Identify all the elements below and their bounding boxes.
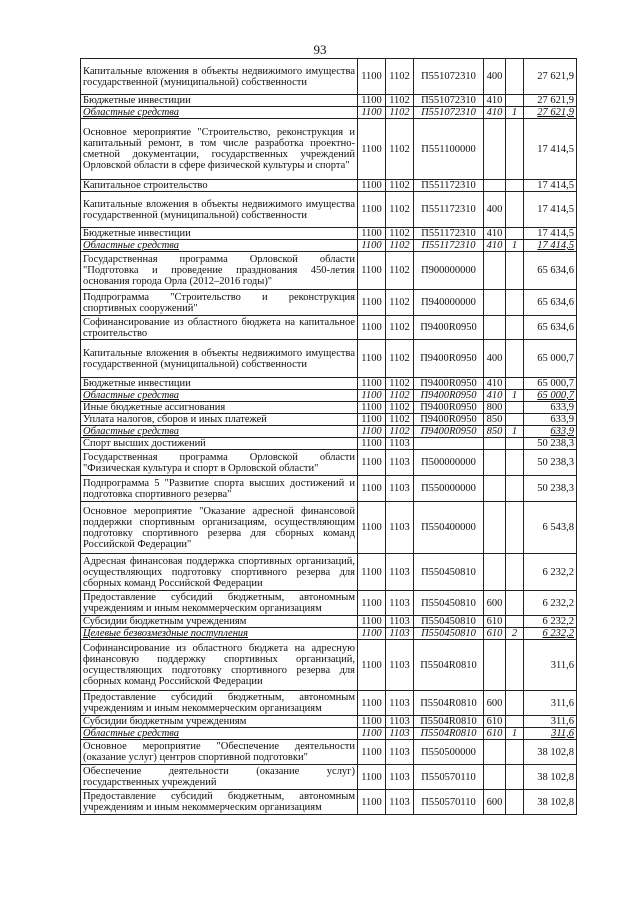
cell-source	[506, 59, 524, 95]
cell-source	[506, 740, 524, 765]
cell-section: 1100	[358, 438, 386, 450]
table-row	[81, 740, 577, 765]
cell-name: Спорт высших достижений	[81, 438, 358, 450]
cell-source	[506, 402, 524, 414]
cell-target-code: П9400R0950	[414, 340, 484, 378]
cell-target-code: П9400R0950	[414, 414, 484, 426]
cell-expense-type: 400	[484, 340, 506, 378]
cell-section: 1100	[358, 554, 386, 591]
cell-subsection: 1102	[386, 340, 414, 378]
cell-expense-type	[484, 502, 506, 554]
cell-target-code: П551072310	[414, 95, 484, 107]
cell-section: 1100	[358, 765, 386, 790]
cell-subsection: 1103	[386, 438, 414, 450]
cell-expense-type: 410	[484, 390, 506, 402]
cell-amount: 65 000,7	[524, 390, 577, 402]
table-body	[81, 59, 577, 815]
cell-source	[506, 476, 524, 502]
cell-section: 1100	[358, 426, 386, 438]
cell-subsection: 1103	[386, 554, 414, 591]
cell-section: 1100	[358, 180, 386, 192]
cell-subsection: 1103	[386, 502, 414, 554]
cell-name: Бюджетные инвестиции	[81, 228, 358, 240]
cell-target-code: П551172310	[414, 228, 484, 240]
table-row	[81, 192, 577, 228]
cell-subsection: 1102	[386, 390, 414, 402]
cell-amount: 65 634,6	[524, 252, 577, 290]
cell-expense-type: 600	[484, 691, 506, 716]
cell-name: Обеспечение деятельности (оказание услуг) государственных учреждений	[81, 765, 358, 790]
cell-name: Областные средства	[81, 390, 358, 402]
table-row	[81, 316, 577, 340]
cell-subsection: 1102	[386, 107, 414, 119]
cell-source	[506, 119, 524, 180]
cell-source	[506, 554, 524, 591]
cell-section: 1100	[358, 228, 386, 240]
cell-section: 1100	[358, 414, 386, 426]
cell-subsection: 1102	[386, 95, 414, 107]
cell-amount: 65 634,6	[524, 316, 577, 340]
cell-name: Субсидии бюджетным учреждениям	[81, 616, 358, 628]
cell-amount: 38 102,8	[524, 765, 577, 790]
cell-source	[506, 450, 524, 476]
cell-expense-type: 410	[484, 107, 506, 119]
cell-expense-type: 600	[484, 790, 506, 815]
cell-target-code: П550450810	[414, 628, 484, 640]
cell-amount: 17 414,5	[524, 119, 577, 180]
cell-subsection: 1103	[386, 765, 414, 790]
cell-target-code: П500000000	[414, 450, 484, 476]
cell-target-code: П9400R0950	[414, 390, 484, 402]
cell-subsection: 1103	[386, 476, 414, 502]
cell-expense-type: 610	[484, 616, 506, 628]
cell-source	[506, 438, 524, 450]
cell-name: Капитальные вложения в объекты недвижимого имущества государственной (муниципальной) собственности	[81, 340, 358, 378]
cell-name: Капитальные вложения в объекты недвижимого имущества государственной (муниципальной) собственности	[81, 192, 358, 228]
cell-section: 1100	[358, 591, 386, 616]
cell-name: Областные средства	[81, 426, 358, 438]
cell-amount: 6 232,2	[524, 616, 577, 628]
cell-source	[506, 180, 524, 192]
cell-expense-type	[484, 450, 506, 476]
table-row	[81, 728, 577, 740]
cell-amount: 17 414,5	[524, 180, 577, 192]
cell-expense-type: 400	[484, 59, 506, 95]
cell-subsection: 1103	[386, 728, 414, 740]
cell-source	[506, 228, 524, 240]
cell-amount: 6 543,8	[524, 502, 577, 554]
cell-amount: 65 634,6	[524, 290, 577, 316]
cell-target-code: П551100000	[414, 119, 484, 180]
cell-expense-type: 410	[484, 228, 506, 240]
cell-section: 1100	[358, 502, 386, 554]
cell-target-code: П940000000	[414, 290, 484, 316]
cell-expense-type	[484, 316, 506, 340]
cell-amount: 65 000,7	[524, 340, 577, 378]
table-row	[81, 640, 577, 691]
cell-source	[506, 378, 524, 390]
cell-section: 1100	[358, 390, 386, 402]
cell-amount: 6 232,2	[524, 554, 577, 591]
cell-expense-type	[484, 438, 506, 450]
cell-name: Субсидии бюджетным учреждениям	[81, 716, 358, 728]
cell-name: Подпрограмма "Строительство и реконструкция спортивных сооружений"	[81, 290, 358, 316]
cell-subsection: 1102	[386, 228, 414, 240]
cell-expense-type: 400	[484, 192, 506, 228]
cell-expense-type: 850	[484, 426, 506, 438]
cell-target-code: П550450810	[414, 616, 484, 628]
cell-section: 1100	[358, 192, 386, 228]
cell-name: Адресная финансовая поддержка спортивных организаций, осуществляющих подготовку спортивного резерва для сборных команд Российской Федерации	[81, 554, 358, 591]
table-row	[81, 691, 577, 716]
cell-section: 1100	[358, 240, 386, 252]
cell-name: Государственная программа Орловской области "Физическая культура и спорт в Орловской области"	[81, 450, 358, 476]
cell-subsection: 1102	[386, 252, 414, 290]
cell-amount: 6 232,2	[524, 628, 577, 640]
cell-section: 1100	[358, 107, 386, 119]
cell-name: Иные бюджетные ассигнования	[81, 402, 358, 414]
cell-target-code: П551172310	[414, 192, 484, 228]
cell-target-code: П5504R0810	[414, 691, 484, 716]
cell-source: 1	[506, 240, 524, 252]
cell-subsection: 1102	[386, 192, 414, 228]
cell-subsection: 1103	[386, 591, 414, 616]
cell-section: 1100	[358, 402, 386, 414]
cell-section: 1100	[358, 476, 386, 502]
cell-section: 1100	[358, 378, 386, 390]
cell-name: Софинансирование из областного бюджета на адресную финансовую поддержку спортивных организаций, осуществляющих подготовку спортивного резерва для сборных команд Российской Федерации	[81, 640, 358, 691]
cell-name: Капитальное строительство	[81, 180, 358, 192]
cell-name: Основное мероприятие "Строительство, реконструкция и капитальный ремонт, в том числе разработка проектно-сметной документации, государственных учреждений Орловской области в сфере физической культуры и спорта"	[81, 119, 358, 180]
cell-source	[506, 716, 524, 728]
cell-subsection: 1102	[386, 402, 414, 414]
cell-source: 2	[506, 628, 524, 640]
cell-section: 1100	[358, 640, 386, 691]
cell-amount: 27 621,9	[524, 107, 577, 119]
table-row	[81, 252, 577, 290]
cell-subsection: 1102	[386, 240, 414, 252]
cell-expense-type: 610	[484, 728, 506, 740]
cell-source	[506, 640, 524, 691]
table-row	[81, 378, 577, 390]
cell-target-code: П5504R0810	[414, 716, 484, 728]
cell-amount: 50 238,3	[524, 450, 577, 476]
cell-section: 1100	[358, 691, 386, 716]
cell-expense-type: 410	[484, 240, 506, 252]
cell-subsection: 1102	[386, 316, 414, 340]
cell-section: 1100	[358, 290, 386, 316]
table-row	[81, 180, 577, 192]
table-row	[81, 402, 577, 414]
cell-amount: 633,9	[524, 426, 577, 438]
cell-name: Основное мероприятие "Оказание адресной финансовой поддержки спортивным организациям, осуществляющим подготовку спортивного резерва для сборных команд Российской Федерации"	[81, 502, 358, 554]
cell-source	[506, 340, 524, 378]
cell-subsection: 1102	[386, 426, 414, 438]
cell-expense-type	[484, 290, 506, 316]
table-row	[81, 390, 577, 402]
cell-name: Уплата налогов, сборов и иных платежей	[81, 414, 358, 426]
cell-section: 1100	[358, 740, 386, 765]
cell-source	[506, 414, 524, 426]
cell-section: 1100	[358, 716, 386, 728]
table-row	[81, 59, 577, 95]
cell-source	[506, 691, 524, 716]
cell-expense-type	[484, 180, 506, 192]
cell-name: Государственная программа Орловской области "Подготовка и проведение празднования 450-летия основания города Орла (2012–2016 годы)"	[81, 252, 358, 290]
cell-target-code: П551072310	[414, 107, 484, 119]
table-row	[81, 765, 577, 790]
cell-name: Целевые безвозмездные поступления	[81, 628, 358, 640]
cell-target-code: П9400R0950	[414, 426, 484, 438]
cell-expense-type: 850	[484, 414, 506, 426]
cell-expense-type: 600	[484, 591, 506, 616]
cell-name: Предоставление субсидий бюджетным, автономным учреждениям и иным некоммерческим организациям	[81, 790, 358, 815]
cell-source	[506, 290, 524, 316]
cell-amount: 311,6	[524, 691, 577, 716]
cell-subsection: 1103	[386, 740, 414, 765]
table-row	[81, 476, 577, 502]
table-row	[81, 340, 577, 378]
table-row	[81, 228, 577, 240]
cell-subsection: 1103	[386, 790, 414, 815]
cell-subsection: 1103	[386, 616, 414, 628]
table-row	[81, 450, 577, 476]
cell-target-code: П550500000	[414, 740, 484, 765]
cell-expense-type: 410	[484, 95, 506, 107]
cell-name: Подпрограмма 5 "Развитие спорта высших достижений и подготовка спортивного резерва"	[81, 476, 358, 502]
cell-target-code: П5504R0810	[414, 728, 484, 740]
cell-expense-type: 410	[484, 378, 506, 390]
cell-amount: 633,9	[524, 402, 577, 414]
table-row	[81, 790, 577, 815]
cell-subsection: 1102	[386, 414, 414, 426]
table-row	[81, 107, 577, 119]
cell-section: 1100	[358, 119, 386, 180]
cell-expense-type	[484, 640, 506, 691]
cell-subsection: 1103	[386, 640, 414, 691]
cell-amount: 27 621,9	[524, 59, 577, 95]
cell-source: 1	[506, 390, 524, 402]
table-row	[81, 628, 577, 640]
cell-amount: 311,6	[524, 640, 577, 691]
page-number: 93	[313, 42, 327, 57]
table-row	[81, 240, 577, 252]
cell-expense-type	[484, 252, 506, 290]
cell-target-code: П551172310	[414, 180, 484, 192]
cell-section: 1100	[358, 616, 386, 628]
cell-amount: 17 414,5	[524, 240, 577, 252]
cell-amount: 633,9	[524, 414, 577, 426]
cell-target-code: П5504R0810	[414, 640, 484, 691]
cell-name: Предоставление субсидий бюджетным, автономным учреждениям и иным некоммерческим организациям	[81, 691, 358, 716]
cell-amount: 38 102,8	[524, 790, 577, 815]
cell-amount: 311,6	[524, 728, 577, 740]
table-row	[81, 438, 577, 450]
cell-source	[506, 790, 524, 815]
cell-section: 1100	[358, 450, 386, 476]
cell-section: 1100	[358, 790, 386, 815]
cell-target-code: П9400R0950	[414, 402, 484, 414]
cell-source: 1	[506, 728, 524, 740]
table-row	[81, 502, 577, 554]
budget-table	[80, 58, 577, 815]
cell-name: Областные средства	[81, 240, 358, 252]
table-row	[81, 414, 577, 426]
table-row	[81, 554, 577, 591]
cell-subsection: 1102	[386, 180, 414, 192]
cell-target-code: П550000000	[414, 476, 484, 502]
cell-name: Бюджетные инвестиции	[81, 95, 358, 107]
cell-amount: 50 238,3	[524, 476, 577, 502]
table-row	[81, 616, 577, 628]
cell-target-code: П551172310	[414, 240, 484, 252]
table-row	[81, 119, 577, 180]
cell-source	[506, 95, 524, 107]
cell-amount: 6 232,2	[524, 591, 577, 616]
cell-source: 1	[506, 107, 524, 119]
cell-section: 1100	[358, 340, 386, 378]
cell-target-code: П550570110	[414, 765, 484, 790]
cell-source	[506, 252, 524, 290]
cell-section: 1100	[358, 628, 386, 640]
cell-source	[506, 502, 524, 554]
cell-amount: 50 238,3	[524, 438, 577, 450]
table-row	[81, 426, 577, 438]
cell-target-code	[414, 438, 484, 450]
cell-target-code: П550400000	[414, 502, 484, 554]
cell-name: Капитальные вложения в объекты недвижимого имущества государственной (муниципальной) собственности	[81, 59, 358, 95]
cell-target-code: П551072310	[414, 59, 484, 95]
cell-name: Предоставление субсидий бюджетным, автономным учреждениям и иным некоммерческим организациям	[81, 591, 358, 616]
cell-expense-type: 610	[484, 716, 506, 728]
cell-section: 1100	[358, 728, 386, 740]
cell-target-code: П9400R0950	[414, 378, 484, 390]
cell-target-code: П550450810	[414, 554, 484, 591]
cell-expense-type: 610	[484, 628, 506, 640]
cell-amount: 65 000,7	[524, 378, 577, 390]
cell-amount: 27 621,9	[524, 95, 577, 107]
cell-expense-type	[484, 740, 506, 765]
cell-amount: 17 414,5	[524, 228, 577, 240]
cell-target-code: П550450810	[414, 591, 484, 616]
cell-amount: 311,6	[524, 716, 577, 728]
cell-subsection: 1102	[386, 290, 414, 316]
cell-subsection: 1103	[386, 691, 414, 716]
cell-section: 1100	[358, 316, 386, 340]
cell-source	[506, 591, 524, 616]
cell-expense-type	[484, 765, 506, 790]
cell-name: Основное мероприятие "Обеспечение деятельности (оказание услуг) центров спортивной подготовки"	[81, 740, 358, 765]
cell-subsection: 1103	[386, 450, 414, 476]
table-row	[81, 290, 577, 316]
cell-section: 1100	[358, 59, 386, 95]
cell-name: Областные средства	[81, 107, 358, 119]
table-row	[81, 591, 577, 616]
cell-source	[506, 765, 524, 790]
table-row	[81, 95, 577, 107]
cell-name: Областные средства	[81, 728, 358, 740]
cell-source	[506, 192, 524, 228]
cell-source	[506, 616, 524, 628]
cell-name: Бюджетные инвестиции	[81, 378, 358, 390]
cell-expense-type	[484, 554, 506, 591]
table-row	[81, 716, 577, 728]
cell-amount: 17 414,5	[524, 192, 577, 228]
cell-subsection: 1103	[386, 628, 414, 640]
cell-name: Софинансирование из областного бюджета на капитальное строительство	[81, 316, 358, 340]
cell-subsection: 1102	[386, 119, 414, 180]
cell-expense-type: 800	[484, 402, 506, 414]
cell-subsection: 1103	[386, 716, 414, 728]
cell-target-code: П9400R0950	[414, 316, 484, 340]
cell-source	[506, 316, 524, 340]
cell-subsection: 1102	[386, 378, 414, 390]
cell-section: 1100	[358, 95, 386, 107]
cell-expense-type	[484, 476, 506, 502]
cell-source: 1	[506, 426, 524, 438]
cell-expense-type	[484, 119, 506, 180]
cell-target-code: П550570110	[414, 790, 484, 815]
cell-target-code: П900000000	[414, 252, 484, 290]
cell-subsection: 1102	[386, 59, 414, 95]
cell-section: 1100	[358, 252, 386, 290]
cell-amount: 38 102,8	[524, 740, 577, 765]
